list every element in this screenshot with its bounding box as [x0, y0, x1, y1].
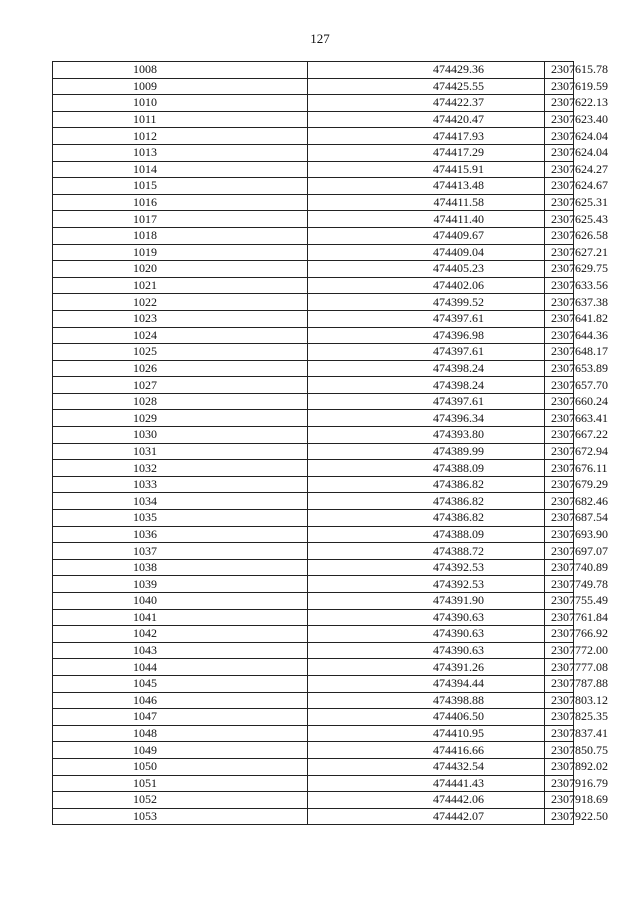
y-coordinate-cell: 2307922.50 [545, 808, 574, 825]
y-coordinate-cell: 2307625.43 [545, 211, 574, 228]
x-coordinate-cell: 474411.58 [308, 194, 545, 211]
table-row [53, 128, 574, 145]
x-coordinate-cell: 474394.44 [308, 675, 545, 692]
table-row [53, 78, 574, 95]
table-row [53, 360, 574, 377]
table-row [53, 659, 574, 676]
x-coordinate-cell: 474429.36 [308, 62, 545, 79]
table-row [53, 393, 574, 410]
y-coordinate-cell: 2307755.49 [545, 593, 574, 610]
table-row [53, 194, 574, 211]
point-number-cell: 1043 [53, 642, 308, 659]
point-number-cell: 1008 [53, 62, 308, 79]
x-coordinate-cell: 474388.72 [308, 543, 545, 560]
y-coordinate-cell: 2307624.04 [545, 144, 574, 161]
y-coordinate-cell: 2307777.08 [545, 659, 574, 676]
table-row [53, 460, 574, 477]
point-number-cell: 1009 [53, 78, 308, 95]
x-coordinate-cell: 474392.53 [308, 576, 545, 593]
y-coordinate-cell: 2307787.88 [545, 675, 574, 692]
x-coordinate-cell: 474393.80 [308, 427, 545, 444]
table-row [53, 294, 574, 311]
table-row [53, 62, 574, 79]
point-number-cell: 1023 [53, 310, 308, 327]
x-coordinate-cell: 474386.82 [308, 476, 545, 493]
point-number-cell: 1053 [53, 808, 308, 825]
point-number-cell: 1016 [53, 194, 308, 211]
point-number-cell: 1034 [53, 493, 308, 510]
x-coordinate-cell: 474390.63 [308, 642, 545, 659]
y-coordinate-cell: 2307676.11 [545, 460, 574, 477]
x-coordinate-cell: 474402.06 [308, 277, 545, 294]
point-number-cell: 1030 [53, 427, 308, 444]
coordinates-table [52, 61, 608, 825]
table-row [53, 111, 574, 128]
point-number-cell: 1012 [53, 128, 308, 145]
x-coordinate-cell: 474425.55 [308, 78, 545, 95]
y-coordinate-cell: 2307663.41 [545, 410, 574, 427]
point-number-cell: 1050 [53, 758, 308, 775]
x-coordinate-cell: 474388.09 [308, 460, 545, 477]
y-coordinate-cell: 2307772.00 [545, 642, 574, 659]
point-number-cell: 1046 [53, 692, 308, 709]
x-coordinate-cell: 474396.98 [308, 327, 545, 344]
point-number-cell: 1020 [53, 261, 308, 278]
table-row [53, 510, 574, 527]
table-row [53, 576, 574, 593]
point-number-cell: 1040 [53, 593, 308, 610]
point-number-cell: 1049 [53, 742, 308, 759]
point-number-cell: 1052 [53, 792, 308, 809]
y-coordinate-cell: 2307672.94 [545, 443, 574, 460]
table-row [53, 227, 574, 244]
y-coordinate-cell: 2307803.12 [545, 692, 574, 709]
table-row [53, 792, 574, 809]
y-coordinate-cell: 2307637.38 [545, 294, 574, 311]
x-coordinate-cell: 474409.04 [308, 244, 545, 261]
x-coordinate-cell: 474411.40 [308, 211, 545, 228]
x-coordinate-cell: 474391.90 [308, 593, 545, 610]
table-row [53, 742, 574, 759]
y-coordinate-cell: 2307761.84 [545, 609, 574, 626]
y-coordinate-cell: 2307667.22 [545, 427, 574, 444]
y-coordinate-cell: 2307641.82 [545, 310, 574, 327]
y-coordinate-cell: 2307740.89 [545, 559, 574, 576]
table-row [53, 377, 574, 394]
y-coordinate-cell: 2307657.70 [545, 377, 574, 394]
point-number-cell: 1039 [53, 576, 308, 593]
point-number-cell: 1035 [53, 510, 308, 527]
x-coordinate-cell: 474442.06 [308, 792, 545, 809]
point-number-cell: 1032 [53, 460, 308, 477]
point-number-cell: 1025 [53, 344, 308, 361]
table-row [53, 427, 574, 444]
y-coordinate-cell: 2307837.41 [545, 725, 574, 742]
x-coordinate-cell: 474442.07 [308, 808, 545, 825]
table-row [53, 410, 574, 427]
point-number-cell: 1015 [53, 178, 308, 195]
point-number-cell: 1028 [53, 393, 308, 410]
table-row [53, 161, 574, 178]
point-number-cell: 1029 [53, 410, 308, 427]
y-coordinate-cell: 2307615.78 [545, 62, 574, 79]
table-row [53, 808, 574, 825]
y-coordinate-cell: 2307766.92 [545, 626, 574, 643]
table-row [53, 642, 574, 659]
y-coordinate-cell: 2307624.67 [545, 178, 574, 195]
y-coordinate-cell: 2307749.78 [545, 576, 574, 593]
x-coordinate-cell: 474399.52 [308, 294, 545, 311]
y-coordinate-cell: 2307627.21 [545, 244, 574, 261]
point-number-cell: 1011 [53, 111, 308, 128]
point-number-cell: 1027 [53, 377, 308, 394]
x-coordinate-cell: 474416.66 [308, 742, 545, 759]
y-coordinate-cell: 2307825.35 [545, 709, 574, 726]
y-coordinate-cell: 2307623.40 [545, 111, 574, 128]
table-row [53, 626, 574, 643]
y-coordinate-cell: 2307916.79 [545, 775, 574, 792]
table-row [53, 758, 574, 775]
y-coordinate-cell: 2307850.75 [545, 742, 574, 759]
point-number-cell: 1018 [53, 227, 308, 244]
table-row [53, 609, 574, 626]
x-coordinate-cell: 474389.99 [308, 443, 545, 460]
point-number-cell: 1031 [53, 443, 308, 460]
x-coordinate-cell: 474392.53 [308, 559, 545, 576]
x-coordinate-cell: 474406.50 [308, 709, 545, 726]
point-number-cell: 1044 [53, 659, 308, 676]
table-row [53, 559, 574, 576]
point-number-cell: 1047 [53, 709, 308, 726]
table-row [53, 443, 574, 460]
table-row [53, 709, 574, 726]
x-coordinate-cell: 474398.88 [308, 692, 545, 709]
point-number-cell: 1024 [53, 327, 308, 344]
y-coordinate-cell: 2307624.04 [545, 128, 574, 145]
x-coordinate-cell: 474409.67 [308, 227, 545, 244]
y-coordinate-cell: 2307629.75 [545, 261, 574, 278]
table-row [53, 543, 574, 560]
y-coordinate-cell: 2307619.59 [545, 78, 574, 95]
x-coordinate-cell: 474415.91 [308, 161, 545, 178]
y-coordinate-cell: 2307687.54 [545, 510, 574, 527]
point-number-cell: 1013 [53, 144, 308, 161]
table-row [53, 476, 574, 493]
point-number-cell: 1017 [53, 211, 308, 228]
x-coordinate-cell: 474405.23 [308, 261, 545, 278]
point-number-cell: 1033 [53, 476, 308, 493]
y-coordinate-cell: 2307918.69 [545, 792, 574, 809]
y-coordinate-cell: 2307682.46 [545, 493, 574, 510]
point-number-cell: 1037 [53, 543, 308, 560]
x-coordinate-cell: 474417.93 [308, 128, 545, 145]
x-coordinate-cell: 474397.61 [308, 393, 545, 410]
y-coordinate-cell: 2307660.24 [545, 393, 574, 410]
point-number-cell: 1026 [53, 360, 308, 377]
point-number-cell: 1038 [53, 559, 308, 576]
x-coordinate-cell: 474398.24 [308, 377, 545, 394]
x-coordinate-cell: 474397.61 [308, 310, 545, 327]
page-number: 127 [310, 31, 330, 46]
point-number-cell: 1041 [53, 609, 308, 626]
table-row [53, 675, 574, 692]
y-coordinate-cell: 2307625.31 [545, 194, 574, 211]
table-row [53, 261, 574, 278]
x-coordinate-cell: 474386.82 [308, 493, 545, 510]
point-number-cell: 1051 [53, 775, 308, 792]
y-coordinate-cell: 2307653.89 [545, 360, 574, 377]
table-row [53, 310, 574, 327]
table-row [53, 144, 574, 161]
x-coordinate-cell: 474386.82 [308, 510, 545, 527]
x-coordinate-cell: 474398.24 [308, 360, 545, 377]
x-coordinate-cell: 474388.09 [308, 526, 545, 543]
point-number-cell: 1042 [53, 626, 308, 643]
y-coordinate-cell: 2307622.13 [545, 95, 574, 112]
table-row [53, 493, 574, 510]
y-coordinate-cell: 2307644.36 [545, 327, 574, 344]
x-coordinate-cell: 474390.63 [308, 626, 545, 643]
x-coordinate-cell: 474391.26 [308, 659, 545, 676]
y-coordinate-cell: 2307633.56 [545, 277, 574, 294]
table-row [53, 344, 574, 361]
point-number-cell: 1019 [53, 244, 308, 261]
table-row [53, 775, 574, 792]
table-row [53, 692, 574, 709]
y-coordinate-cell: 2307624.27 [545, 161, 574, 178]
x-coordinate-cell: 474441.43 [308, 775, 545, 792]
x-coordinate-cell: 474396.34 [308, 410, 545, 427]
table-row [53, 211, 574, 228]
y-coordinate-cell: 2307892.02 [545, 758, 574, 775]
table-row [53, 593, 574, 610]
table-row [53, 327, 574, 344]
point-number-cell: 1021 [53, 277, 308, 294]
x-coordinate-cell: 474432.54 [308, 758, 545, 775]
x-coordinate-cell: 474417.29 [308, 144, 545, 161]
point-number-cell: 1036 [53, 526, 308, 543]
table-row [53, 244, 574, 261]
x-coordinate-cell: 474410.95 [308, 725, 545, 742]
coordinates-table-body [53, 62, 608, 825]
table-row [53, 95, 574, 112]
point-number-cell: 1022 [53, 294, 308, 311]
x-coordinate-cell: 474390.63 [308, 609, 545, 626]
table-row [53, 277, 574, 294]
point-number-cell: 1045 [53, 675, 308, 692]
y-coordinate-cell: 2307679.29 [545, 476, 574, 493]
x-coordinate-cell: 474420.47 [308, 111, 545, 128]
table-row [53, 178, 574, 195]
point-number-cell: 1014 [53, 161, 308, 178]
y-coordinate-cell: 2307648.17 [545, 344, 574, 361]
point-number-cell: 1048 [53, 725, 308, 742]
x-coordinate-cell: 474413.48 [308, 178, 545, 195]
y-coordinate-cell: 2307697.07 [545, 543, 574, 560]
y-coordinate-cell: 2307693.90 [545, 526, 574, 543]
point-number-cell: 1010 [53, 95, 308, 112]
y-coordinate-cell: 2307626.58 [545, 227, 574, 244]
table-row [53, 526, 574, 543]
table-row [53, 725, 574, 742]
x-coordinate-cell: 474422.37 [308, 95, 545, 112]
x-coordinate-cell: 474397.61 [308, 344, 545, 361]
